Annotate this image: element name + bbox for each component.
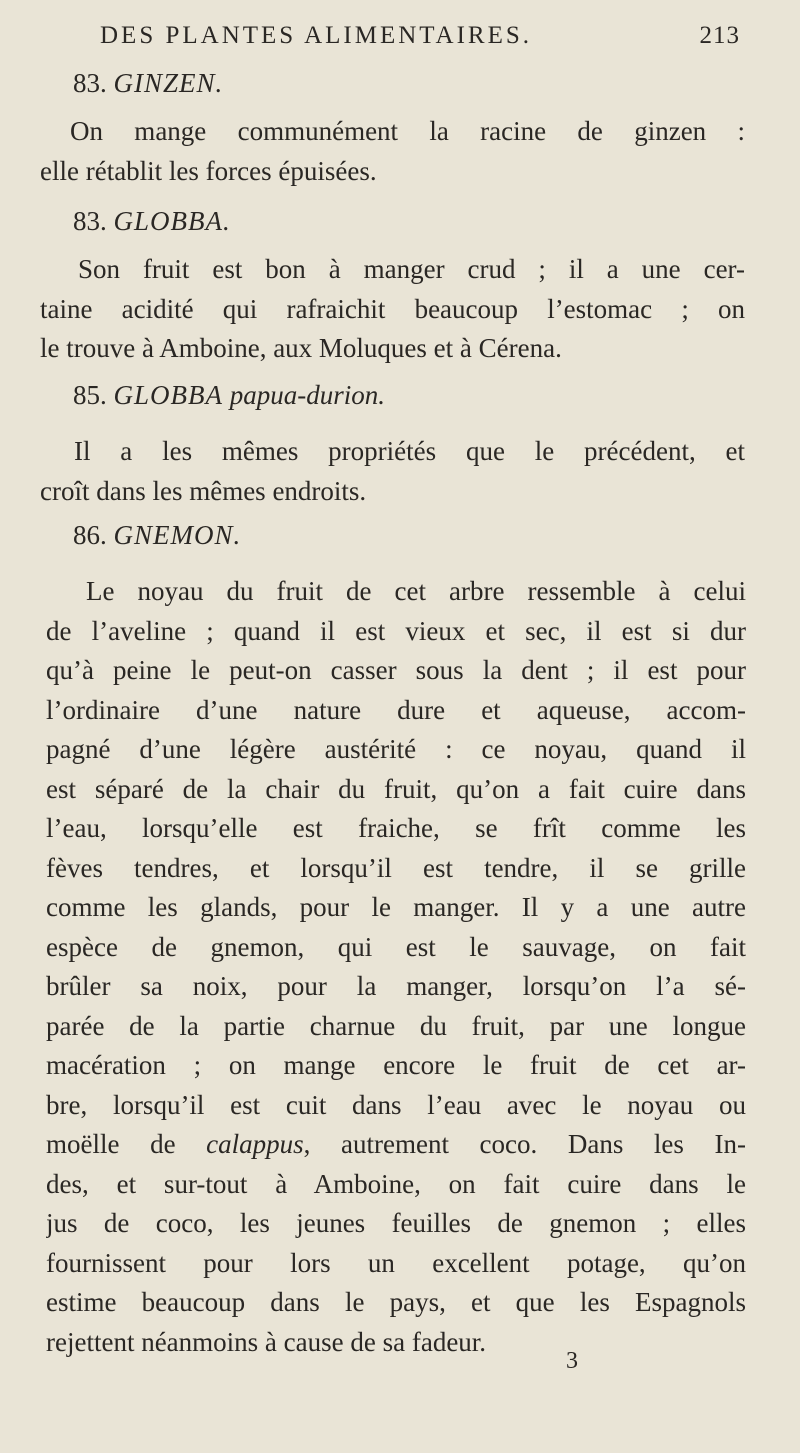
text-line: parée de la partie charnue du fruit, par une longue: [46, 1010, 746, 1041]
running-head-title: DES PLANTES ALIMENTAIRES.: [100, 22, 533, 49]
text-line: rejettent néanmoins à cause de sa fadeur.: [46, 1326, 487, 1357]
text-line: espèce de gnemon, qui est le sauvage, on fait: [46, 931, 746, 962]
entry-heading-globba: [73, 206, 231, 237]
text-fragment: moëlle de: [46, 1129, 176, 1159]
entry-text-gnemon: [46, 572, 746, 1362]
text-line: brûler sa noix, pour la manger, lorsqu’on l’a sé-: [46, 971, 746, 1001]
entry-text-ginzen: [40, 112, 745, 191]
text-line: bre, lorsqu’il est cuit dans l’eau avec le noyau ou: [46, 1089, 746, 1120]
entry-heading-ginzen: [73, 68, 223, 99]
entry-species: papua-durion.: [229, 380, 385, 410]
signature-mark: 3: [566, 1348, 578, 1374]
text-line: le trouve à Amboine, aux Moluques et à Cérena.: [40, 333, 562, 363]
text-line: Son fruit est bon à manger crud ; il a une cer-: [78, 254, 745, 284]
text-line: macération ; on mange encore le fruit de cet ar-: [46, 1050, 746, 1080]
entry-number: 85.: [73, 380, 107, 410]
text-line: qu’à peine le peut-on casser sous la dent ; il est pour: [46, 655, 746, 685]
entry-heading-globba-papua-durion: [73, 380, 385, 411]
entry-name: GINZEN.: [113, 68, 224, 98]
text-line: jus de coco, les jeunes feuilles de gnemon ; elles: [46, 1208, 746, 1238]
entry-number: 86.: [73, 520, 107, 550]
entry-heading-gnemon: [73, 520, 241, 551]
text-fragment: , autrement coco. Dans les In-: [303, 1129, 746, 1159]
text-line: est séparé de la chair du fruit, qu’on a fait cuire dans: [46, 773, 746, 804]
entry-text-globba-papua-durion: [40, 432, 745, 511]
text-line: taine acidité qui rafraichit beaucoup l’estomac ; on: [40, 293, 745, 324]
entry-name: GLOBBA: [113, 380, 223, 410]
text-line: estime beaucoup dans le pays, et que les Espagnols: [46, 1287, 746, 1317]
text-line: [46, 1125, 746, 1165]
text-line: croît dans les mêmes endroits.: [40, 475, 367, 506]
entry-name: GNEMON.: [113, 520, 242, 550]
entry-text-globba: [40, 250, 745, 369]
entry-name: GLOBBA.: [113, 206, 231, 236]
entry-number: 83.: [73, 68, 107, 98]
text-line: comme les glands, pour le manger. Il y a une autre: [46, 892, 746, 922]
text-line: Le noyau du fruit de cet arbre ressemble à celui: [86, 576, 746, 606]
text-line: l’eau, lorsqu’elle est fraiche, se frît comme les: [46, 813, 746, 843]
text-line: Il a les mêmes propriétés que le précédent, et: [74, 436, 745, 466]
text-line: des, et sur-tout à Amboine, on fait cuire dans le: [46, 1168, 746, 1199]
italic-term-calappus: calappus: [206, 1129, 304, 1159]
text-line: l’ordinaire d’une nature dure et aqueuse, accom-: [46, 694, 746, 725]
text-line: pagné d’une légère austérité : ce noyau, quand il: [46, 734, 746, 764]
running-head: [100, 22, 740, 62]
text-line: fournissent pour lors un excellent potage, qu’on: [46, 1247, 746, 1278]
entry-number: 83.: [73, 206, 107, 236]
text-line: fèves tendres, et lorsqu’il est tendre, il se grille: [46, 852, 746, 883]
page-number: 213: [699, 22, 740, 49]
text-line: On mange communément la racine de ginzen :: [70, 116, 745, 146]
text-line: de l’aveline ; quand il est vieux et sec, il est si dur: [46, 615, 746, 646]
text-line: elle rétablit les forces épuisées.: [40, 155, 377, 186]
